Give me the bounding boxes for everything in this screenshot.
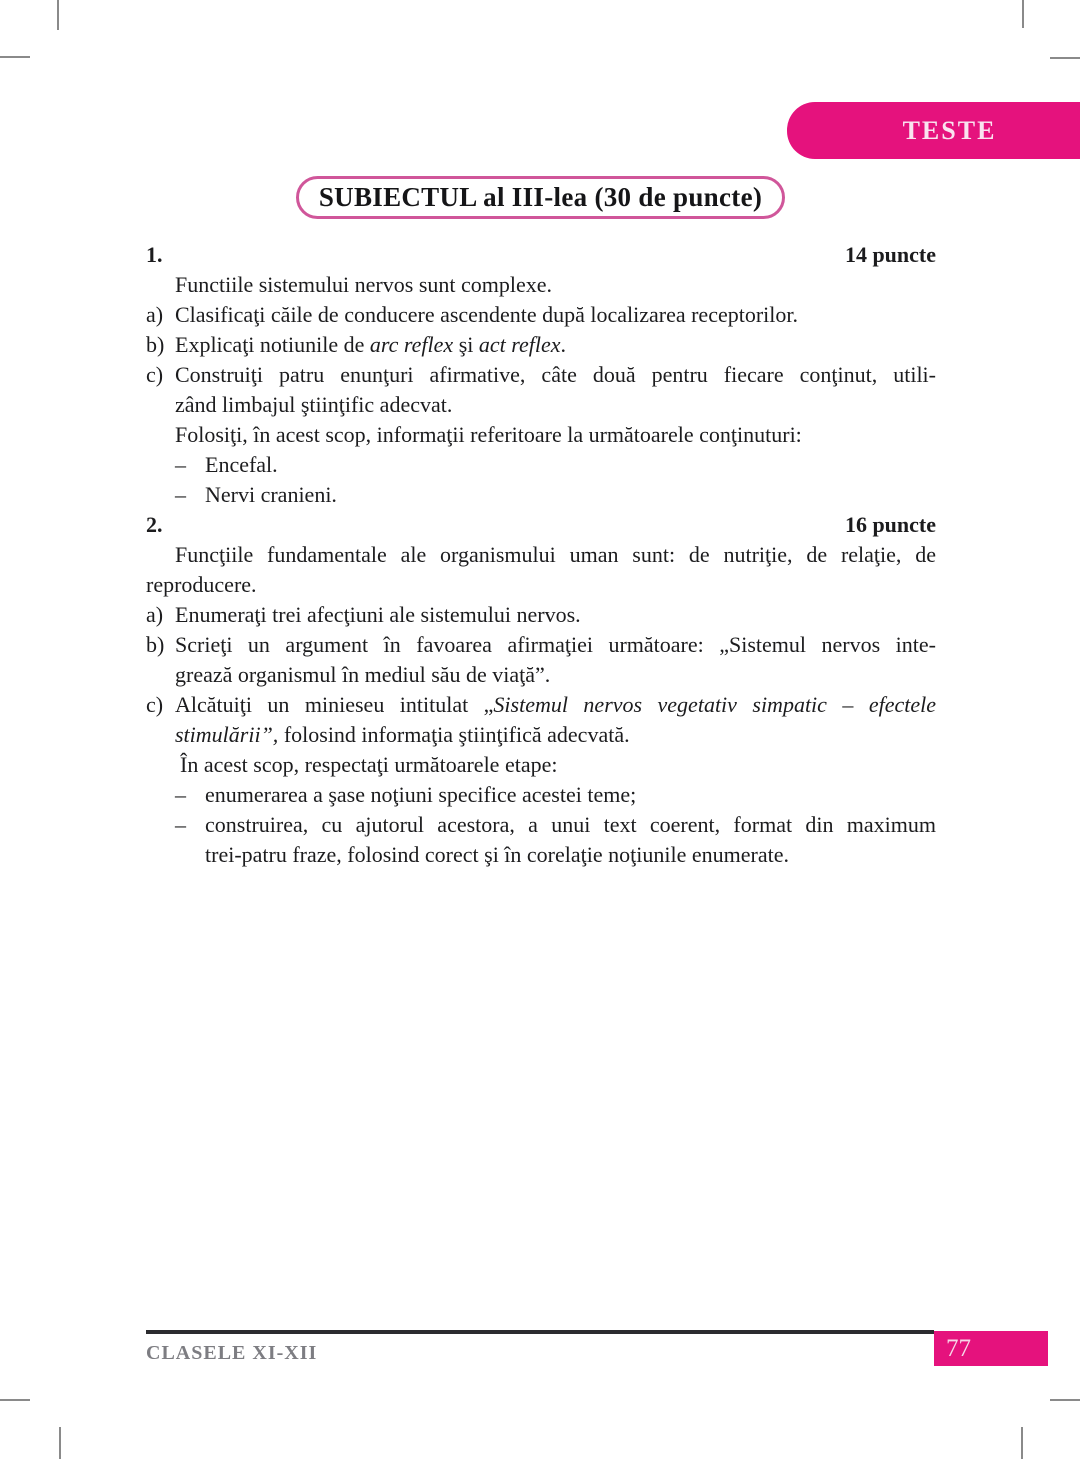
item-header-line: [146, 240, 936, 270]
text-segment: Functiile sistemului nervos sunt complexe.: [175, 272, 553, 297]
item-number: 1.: [146, 242, 163, 267]
line-text: [175, 390, 452, 420]
text-segment: Clasificaţi căile de conducere ascendente după localizarea receptorilor.: [175, 302, 798, 327]
item-letter-label: a): [146, 302, 164, 327]
text-line: [146, 810, 936, 840]
italic-text-segment: Sistemul nervos vegetativ simpatic – efectele: [493, 692, 936, 717]
text-segment: enumerarea a şase noţiuni specifice acestei teme;: [205, 782, 637, 807]
text-segment: Construiţi patru enunţuri afirmative, câte două pentru fiecare conţinut, utili-: [175, 362, 936, 387]
text-segment: .: [560, 332, 567, 357]
item-letter-label: c): [146, 692, 164, 717]
line-text: [175, 420, 802, 450]
line-text: [205, 810, 936, 840]
text-line: [146, 600, 936, 630]
text-segment: reproducere.: [146, 572, 257, 597]
line-text: [175, 360, 936, 390]
text-line: [146, 840, 936, 870]
text-line: [146, 450, 936, 480]
text-line: [146, 330, 936, 360]
text-line: [146, 570, 936, 600]
dash-bullet: –: [175, 812, 186, 837]
text-line: [146, 660, 936, 690]
text-line: [146, 630, 936, 660]
text-segment: Folosiţi, în acest scop, informaţii referitoare la următoarele conţinuturi:: [175, 422, 802, 447]
text-line: [146, 780, 936, 810]
text-line: [146, 390, 936, 420]
dash-bullet: –: [175, 452, 186, 477]
item-letter-label: a): [146, 602, 164, 627]
line-text: [180, 750, 557, 780]
text-line: [146, 270, 936, 300]
text-segment: Scrieţi un argument în favoarea afirmaţiei următoare: „Sistemul nervos inte-: [175, 632, 936, 657]
footer-label: CLASELE XI-XII: [146, 1342, 318, 1364]
text-segment: grează organismul în mediul său de viaţă”.: [175, 662, 551, 687]
crop-mark-top-left-horizontal: [0, 56, 30, 58]
item-header-line: [146, 510, 936, 540]
crop-mark-bottom-right-horizontal: [1050, 1399, 1080, 1401]
page-number: 77: [946, 1335, 971, 1362]
item-letter-label: c): [146, 362, 164, 387]
text-line: [146, 420, 936, 450]
text-line: [146, 360, 936, 390]
item-points: 14 puncte: [844, 242, 936, 267]
section-badge-label: TESTE: [902, 115, 997, 145]
subject-title: SUBIECTUL al III-lea (30 de puncte): [318, 182, 763, 212]
subject-title-pill: [296, 176, 785, 219]
text-segment: Encefal.: [205, 452, 278, 477]
text-segment: trei-patru fraze, folosind corect şi în corelaţie noţiunile enumerate.: [205, 842, 789, 867]
item-letter-label: b): [146, 632, 165, 657]
text-line: [146, 690, 936, 720]
page-number-box: [934, 1331, 1048, 1366]
line-text: [205, 780, 636, 810]
document-body: [146, 240, 936, 870]
crop-mark-top-right-vertical: [1022, 0, 1024, 28]
text-segment: Funcţiile fundamentale ale organismului uman sunt: de nutriţie, de relaţie, de: [175, 542, 936, 567]
text-segment: Enumeraţi trei afecţiuni ale sistemului nervos.: [175, 602, 581, 627]
italic-text-segment: arc reflex: [369, 332, 454, 357]
text-segment: Alcătuiţi un minieseu intitulat „: [175, 692, 494, 717]
crop-mark-top-right-horizontal: [1050, 57, 1080, 59]
section-badge: [787, 102, 1080, 159]
line-text: [175, 540, 936, 570]
line-text: [146, 570, 257, 600]
line-text: [175, 270, 552, 300]
item-letter-label: b): [146, 332, 165, 357]
line-text: [205, 450, 278, 480]
text-line: [146, 540, 936, 570]
line-text: [175, 300, 798, 330]
item-number: 2.: [146, 512, 163, 537]
line-text: [205, 480, 337, 510]
italic-text-segment: act reflex: [478, 332, 561, 357]
text-segment: Nervi cranieni.: [205, 482, 337, 507]
text-segment: construirea, cu ajutorul acestora, a unui text coerent, format din maximum: [205, 812, 936, 837]
line-text: [175, 720, 630, 750]
text-line: [146, 720, 936, 750]
italic-text-segment: stimulării”,: [175, 722, 279, 747]
item-points: 16 puncte: [844, 512, 936, 537]
text-segment: Explicaţi notiunile de: [175, 332, 370, 357]
text-line: [146, 750, 936, 780]
text-line: [146, 480, 936, 510]
line-text: [175, 690, 936, 720]
line-text: [205, 840, 789, 870]
line-text: [175, 660, 550, 690]
text-segment: zând limbajul ştiinţific adecvat.: [175, 392, 453, 417]
line-text: [175, 600, 581, 630]
line-text: [175, 630, 936, 660]
text-segment: şi: [453, 332, 479, 357]
text-line: [146, 300, 936, 330]
text-segment: În acest scop, respectaţi următoarele etape:: [180, 752, 558, 777]
dash-bullet: –: [175, 782, 186, 807]
crop-mark-bottom-left-vertical: [59, 1427, 61, 1459]
crop-mark-bottom-right-vertical: [1021, 1427, 1023, 1459]
crop-mark-top-left-vertical: [57, 0, 59, 30]
text-segment: folosind informaţia ştiinţifică adecvată.: [278, 722, 630, 747]
crop-mark-bottom-left-horizontal: [0, 1399, 30, 1401]
dash-bullet: –: [175, 482, 186, 507]
line-text: [175, 330, 566, 360]
footer-rule: [146, 1330, 934, 1334]
